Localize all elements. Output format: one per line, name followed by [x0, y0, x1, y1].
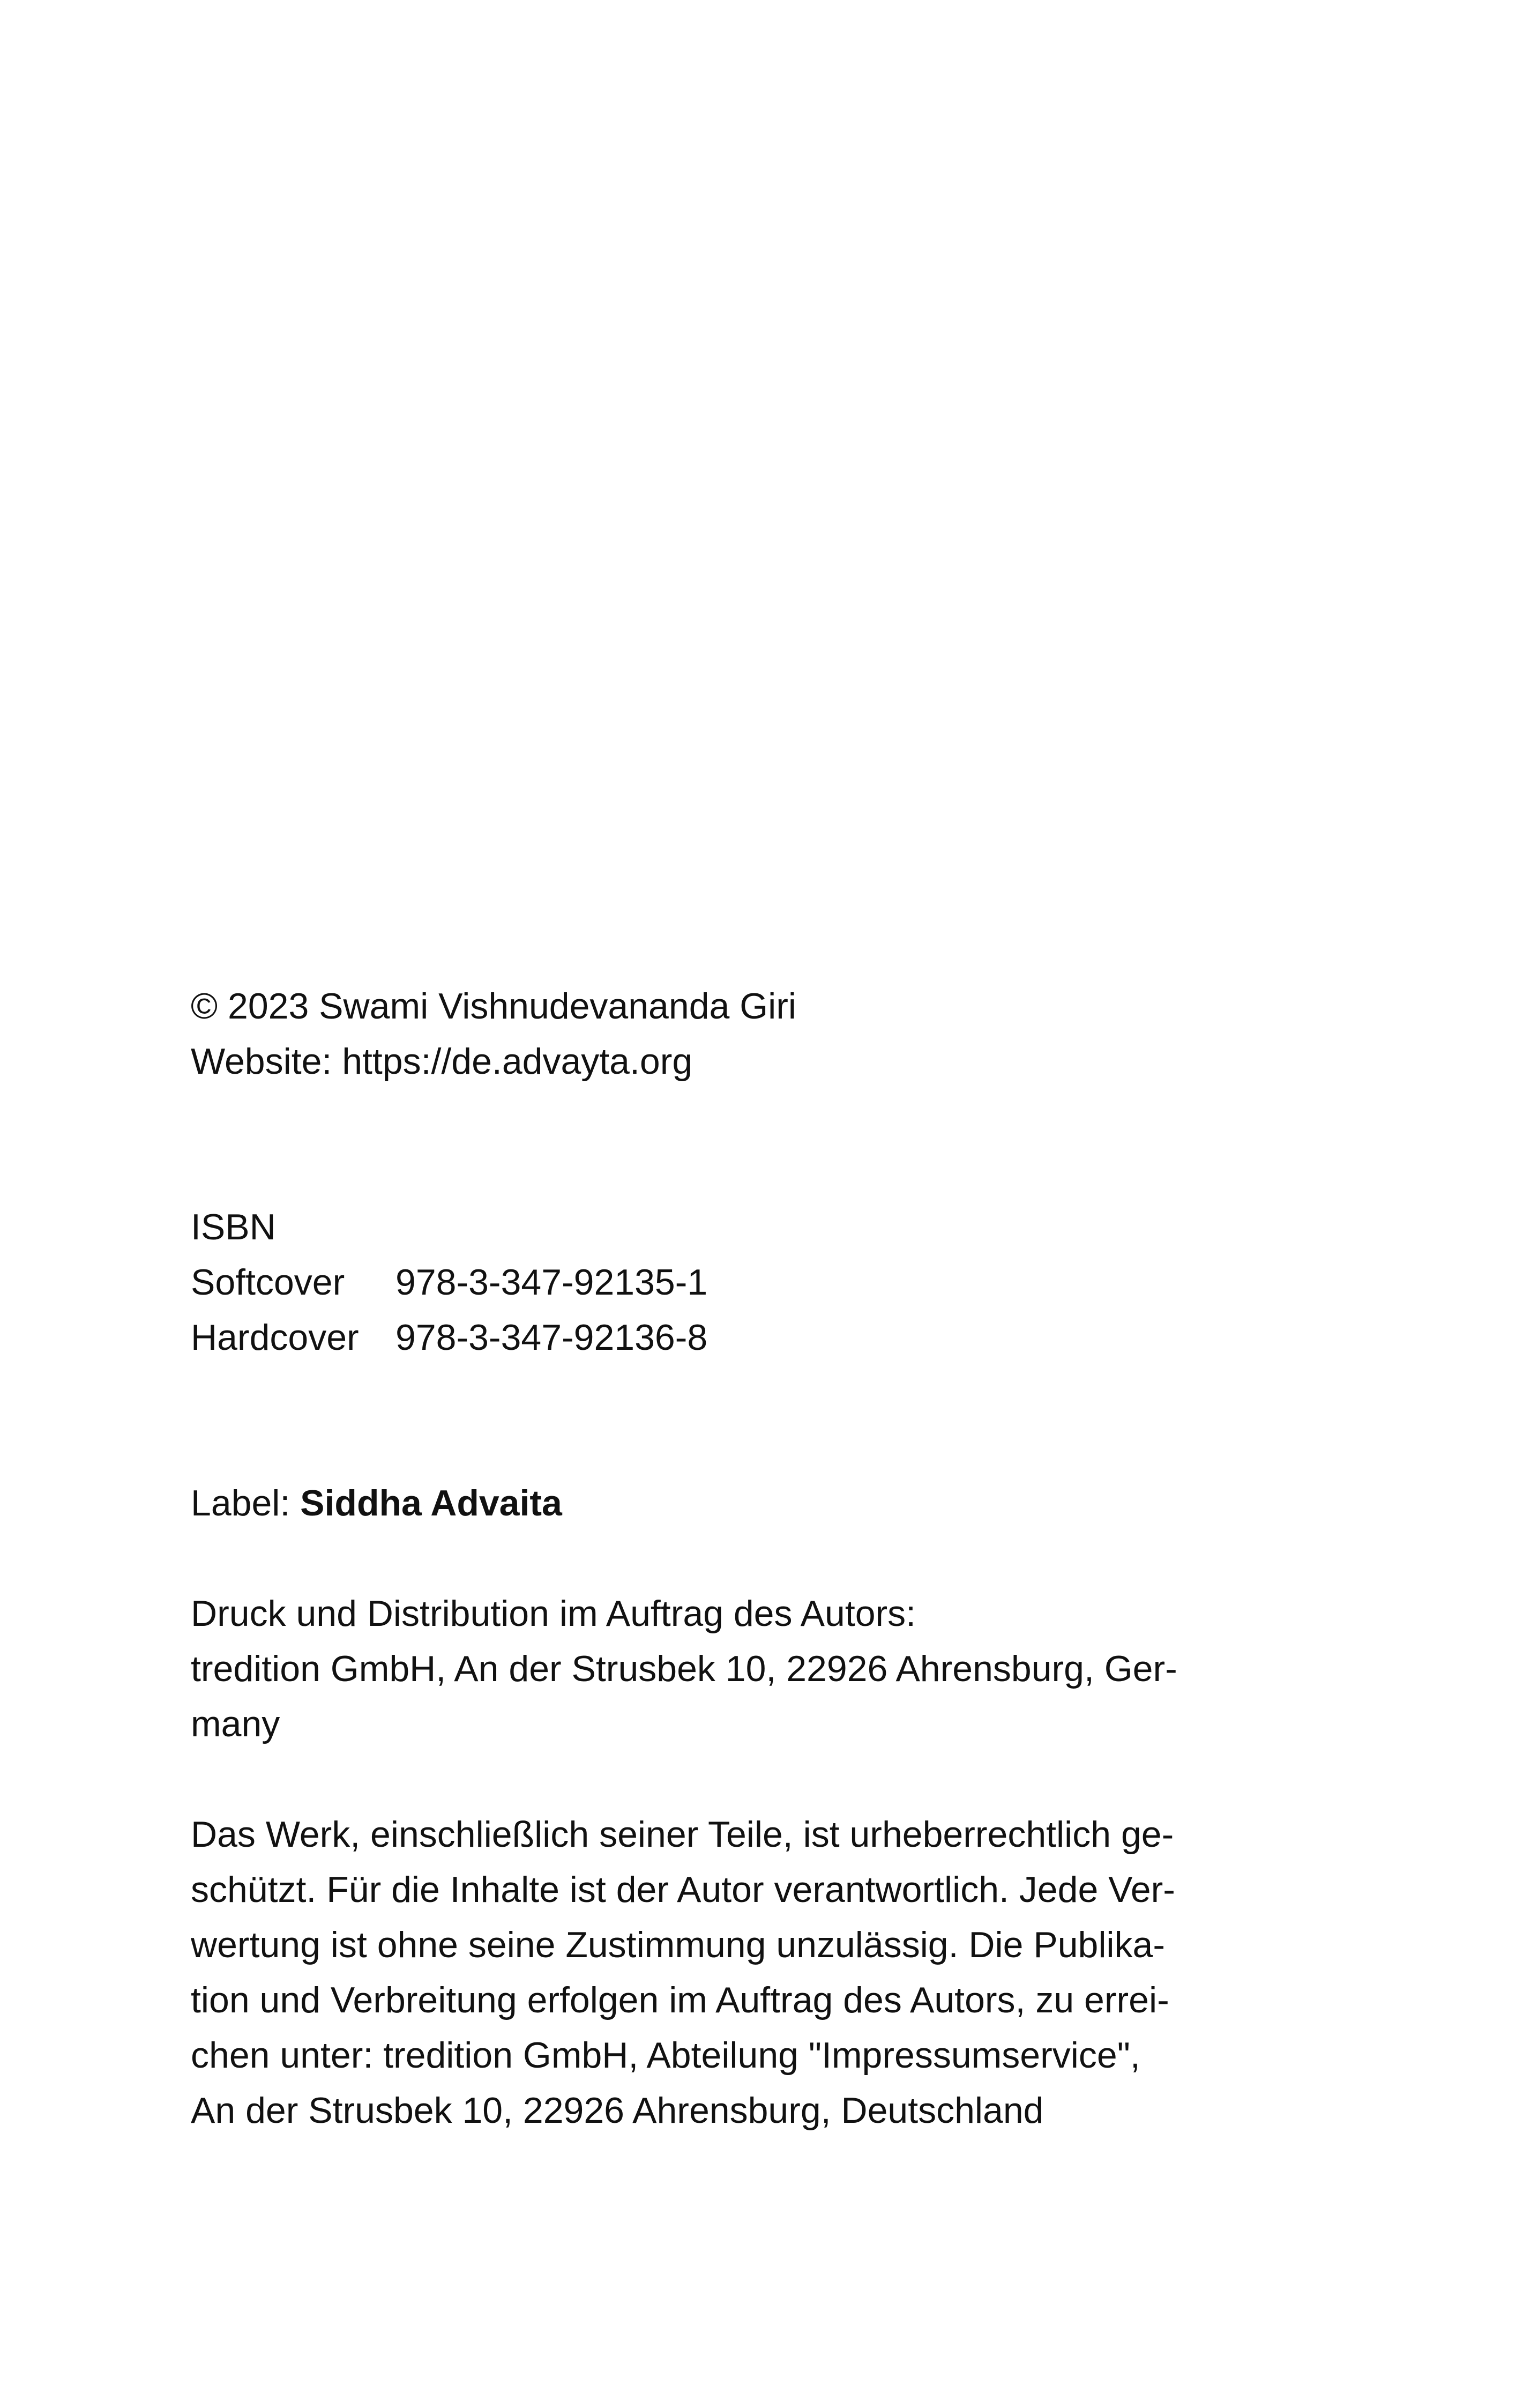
- isbn-heading: ISBN: [191, 1207, 276, 1247]
- distribution-line: Druck und Distribution im Auftrag des Autors:: [191, 1593, 916, 1634]
- legal-line: An der Strusbek 10, 22926 Ahrensburg, Deutschland: [191, 2090, 1044, 2131]
- isbn-softcover-kind: Softcover: [191, 1262, 345, 1303]
- legal-line: wertung ist ohne seine Zustimmung unzulässig. Die Publika-: [191, 1924, 1166, 1965]
- spacer: [191, 1089, 1338, 1200]
- imprint-block: [191, 979, 1338, 2138]
- isbn-hardcover-number: 978-3-347-92136-8: [395, 1317, 708, 1358]
- isbn-softcover-row: [191, 1255, 1338, 1310]
- spacer: [191, 1752, 1338, 1807]
- distribution-line: many: [191, 1704, 280, 1744]
- label-name: Siddha Advaita: [300, 1483, 562, 1523]
- legal-line: schützt. Für die Inhalte ist der Autor verantwortlich. Jede Ver-: [191, 1869, 1175, 1910]
- spacer: [191, 1531, 1338, 1586]
- isbn-hardcover-kind: Hardcover: [191, 1317, 359, 1358]
- label-prefix: Label:: [191, 1483, 301, 1523]
- legal-line: tion und Verbreitung erfolgen im Auftrag des Autors, zu errei-: [191, 1980, 1169, 2020]
- isbn-hardcover-row: [191, 1310, 1338, 1365]
- label-line: [191, 1476, 1338, 1531]
- spacer: [191, 1365, 1338, 1476]
- website-line: Website: https://de.advayta.org: [191, 1041, 693, 1082]
- copyright-line: © 2023 Swami Vishnudevananda Giri: [191, 986, 796, 1027]
- legal-line: chen unter: tredition GmbH, Abteilung "Impressumservice",: [191, 2035, 1140, 2076]
- legal-line: Das Werk, einschließlich seiner Teile, ist urheberrechtlich ge-: [191, 1814, 1174, 1855]
- distribution-line: tredition GmbH, An der Strusbek 10, 22926 Ahrensburg, Ger-: [191, 1648, 1177, 1689]
- isbn-softcover-number: 978-3-347-92135-1: [395, 1262, 708, 1303]
